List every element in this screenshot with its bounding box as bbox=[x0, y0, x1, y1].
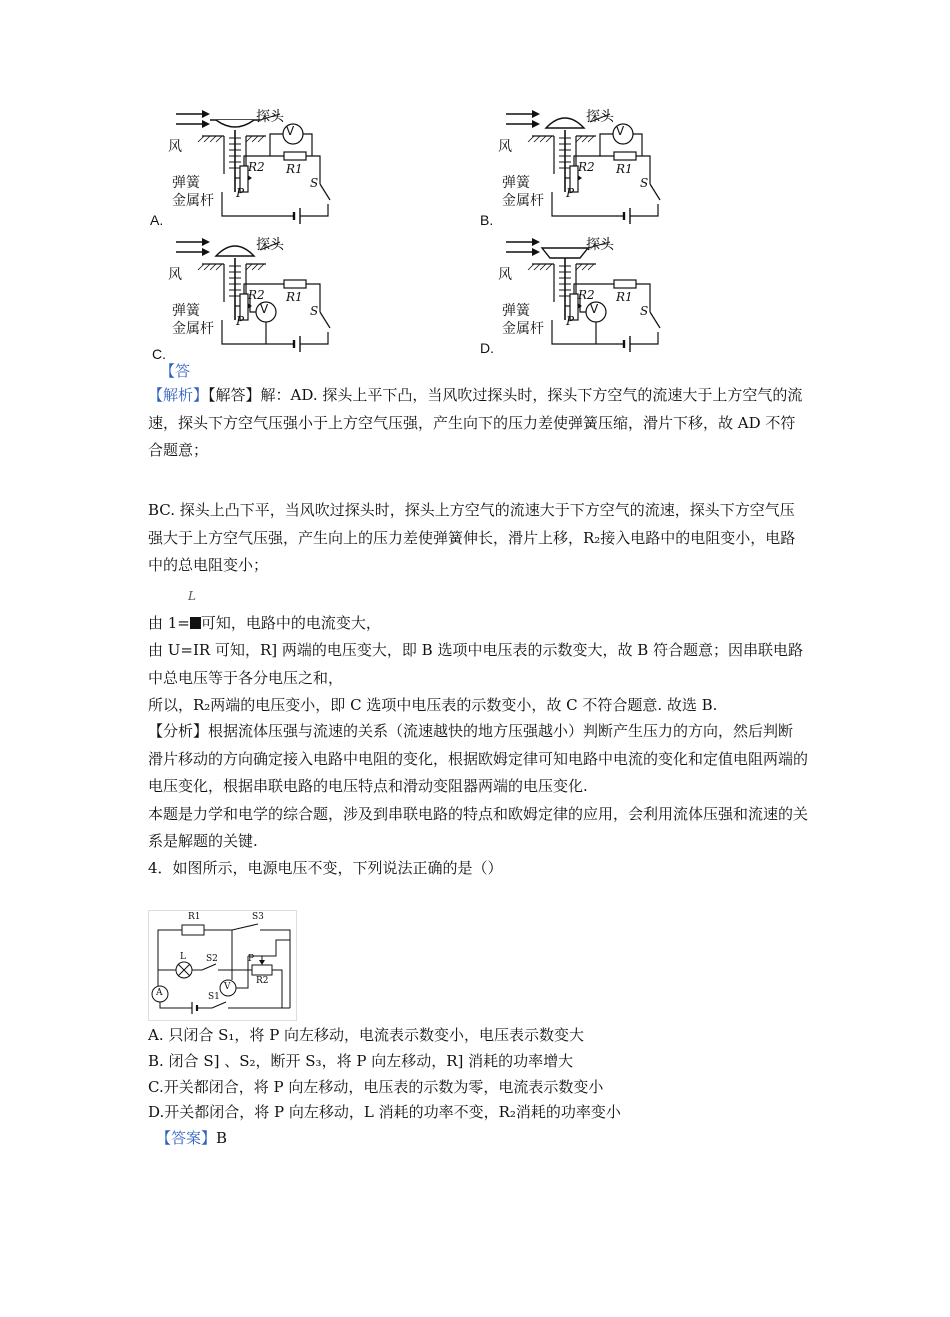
q4-p-label: P bbox=[248, 954, 255, 964]
spring-label: 弹簧 bbox=[172, 303, 200, 319]
r1-label: R1 bbox=[616, 162, 633, 176]
q4-ammeter-label: A bbox=[156, 988, 163, 998]
wind-label: 风 bbox=[498, 267, 512, 283]
r2-label: R2 bbox=[578, 288, 595, 302]
s-label: S bbox=[640, 304, 649, 318]
answer-tag: 【答案】 bbox=[156, 1129, 217, 1147]
q4-option-b: B. 闭合 S] 、S₂，断开 S₃，将 P 向左移动，R] 消耗的功率增大 bbox=[148, 1052, 574, 1070]
figure-option-b bbox=[490, 104, 680, 222]
analysis-paragraph-1 bbox=[148, 382, 808, 465]
spring-label: 弹簧 bbox=[502, 303, 530, 319]
summary-text: 本题是力学和电学的综合题，涉及到串联电路的特点和欧姆定律的应用，会利用流体压强和流速的关系是解题的关键. bbox=[148, 804, 809, 850]
r1-label: R1 bbox=[616, 290, 633, 304]
voltmeter-label: V bbox=[590, 302, 599, 316]
figure-option-d bbox=[490, 232, 680, 350]
q4-r2-label: R2 bbox=[256, 976, 269, 986]
fraction-numerator-l: L bbox=[188, 589, 196, 603]
analysis-line-3: 由 1= 可知，电路中的电流变大， bbox=[148, 614, 381, 632]
probe-label: 探头 bbox=[586, 109, 614, 125]
analysis-text-2: BC. 探头上凸下平，当风吹过探头时，探头上方空气的流速大于下方空气的流速，探头下方空气压强大于上方空气压强，产生向上的压力差使弹簧伸长，滑片上移，R₂接入电路中的电阻变小，电路中的总电阻变小； bbox=[148, 501, 796, 574]
fenxi-tag: 【分析】 bbox=[148, 722, 209, 740]
figure-option-c bbox=[160, 232, 350, 337]
analysis-paragraph-4 bbox=[148, 637, 808, 692]
q4-r1-label: R1 bbox=[188, 912, 201, 922]
rod-label: 金属杆 bbox=[502, 193, 544, 209]
analysis-paragraph-2 bbox=[148, 497, 808, 580]
analysis-line-5: 所以，R₂两端的电压变小，即 C 选项中电压表的示数变小，故 C 不符合题意. 故选 B. bbox=[148, 696, 718, 714]
q4-option-a: A. 只闭合 S₁，将 P 向左移动，电流表示数变小，电压表示数变大 bbox=[148, 1026, 585, 1044]
r2-label: R2 bbox=[248, 160, 265, 174]
r1-label: R1 bbox=[286, 162, 303, 176]
probe-label: 探头 bbox=[256, 109, 284, 125]
q4-s3-label: S3 bbox=[252, 912, 264, 922]
s-label: S bbox=[640, 176, 649, 190]
option-c-label: C. bbox=[152, 346, 166, 362]
probe-label: 探头 bbox=[586, 237, 614, 253]
spring-label: 弹簧 bbox=[502, 175, 530, 191]
voltmeter-label: V bbox=[616, 124, 625, 138]
p-label: P bbox=[566, 314, 575, 328]
wind-label: 风 bbox=[168, 139, 182, 155]
rod-label: 金属杆 bbox=[172, 193, 214, 209]
s-label: S bbox=[310, 304, 319, 318]
wind-label: 风 bbox=[168, 267, 182, 283]
analysis-text-1: 解：AD. 探头上平下凸，当风吹过探头时，探头下方空气的流速大于上方空气的流速，探头下方空气压强小于上方空气压强，产生向下的压力差使弹簧压缩，滑片下移，故 AD 不符合题意； bbox=[148, 386, 803, 459]
q4-answer bbox=[156, 1127, 227, 1148]
jieda-tag: 【解答】 bbox=[208, 386, 261, 404]
spring-label: 弹簧 bbox=[172, 175, 200, 191]
p-label: P bbox=[236, 314, 245, 328]
p-label: P bbox=[236, 186, 245, 200]
option-a-label: A. bbox=[150, 212, 164, 228]
q4-option-c: C.开关都闭合，将 P 向左移动，电压表的示数为零，电流表示数变小 bbox=[148, 1078, 604, 1096]
fenxi-text: 根据流体压强与流速的关系（流速越快的地方压强越小）判断产生压力的方向，然后判断滑片移动的方向确定接入电路中电阻的变化，根据欧姆定律可知电路中电流的变化和定值电阻两端的电压变化，根据串联电路的电压特点和滑动变阻器两端的电压变化. bbox=[148, 722, 809, 795]
answer-value: B bbox=[216, 1129, 228, 1147]
s-label: S bbox=[310, 176, 319, 190]
rod-label: 金属杆 bbox=[502, 321, 544, 337]
q4-s1-label: S1 bbox=[208, 992, 220, 1002]
option-d-label: D. bbox=[480, 340, 494, 356]
rod-label: 金属杆 bbox=[172, 321, 214, 337]
wind-label: 风 bbox=[498, 139, 512, 155]
q4-voltmeter-label: V bbox=[224, 982, 231, 992]
q4-circuit-diagram bbox=[148, 910, 298, 1022]
jiexi-tag: 【解析】 bbox=[148, 386, 209, 404]
r2-label: R2 bbox=[578, 160, 595, 174]
q4-option-d: D.开关都闭合，将 P 向左移动，L 消耗的功率不变，R₂消耗的功率变小 bbox=[148, 1103, 621, 1121]
garbled-fraction-block bbox=[190, 617, 201, 629]
voltmeter-label: V bbox=[286, 124, 295, 138]
fenxi-paragraph bbox=[148, 718, 808, 856]
q4-s2-label: S2 bbox=[206, 954, 218, 964]
q4-l-label: L bbox=[180, 952, 186, 962]
voltmeter-label: V bbox=[260, 302, 269, 316]
analysis-text-4: 由 U=IR 可知，R] 两端的电压变大，即 B 选项中电压表的示数变大，故 B 符合题意；因串联电路中总电压等于各分电压之和， bbox=[148, 641, 804, 687]
figure-option-a bbox=[160, 104, 350, 222]
p-label: P bbox=[566, 186, 575, 200]
q4-stem: 4．如图所示，电源电压不变，下列说法正确的是（） bbox=[148, 859, 503, 877]
option-b-label: B. bbox=[480, 212, 494, 228]
probe-label: 探头 bbox=[256, 237, 284, 253]
q4-circuit-figure bbox=[148, 910, 298, 1022]
cut-off-text: 【答 bbox=[160, 362, 191, 380]
r1-label: R1 bbox=[286, 290, 303, 304]
r2-label: R2 bbox=[248, 288, 265, 302]
